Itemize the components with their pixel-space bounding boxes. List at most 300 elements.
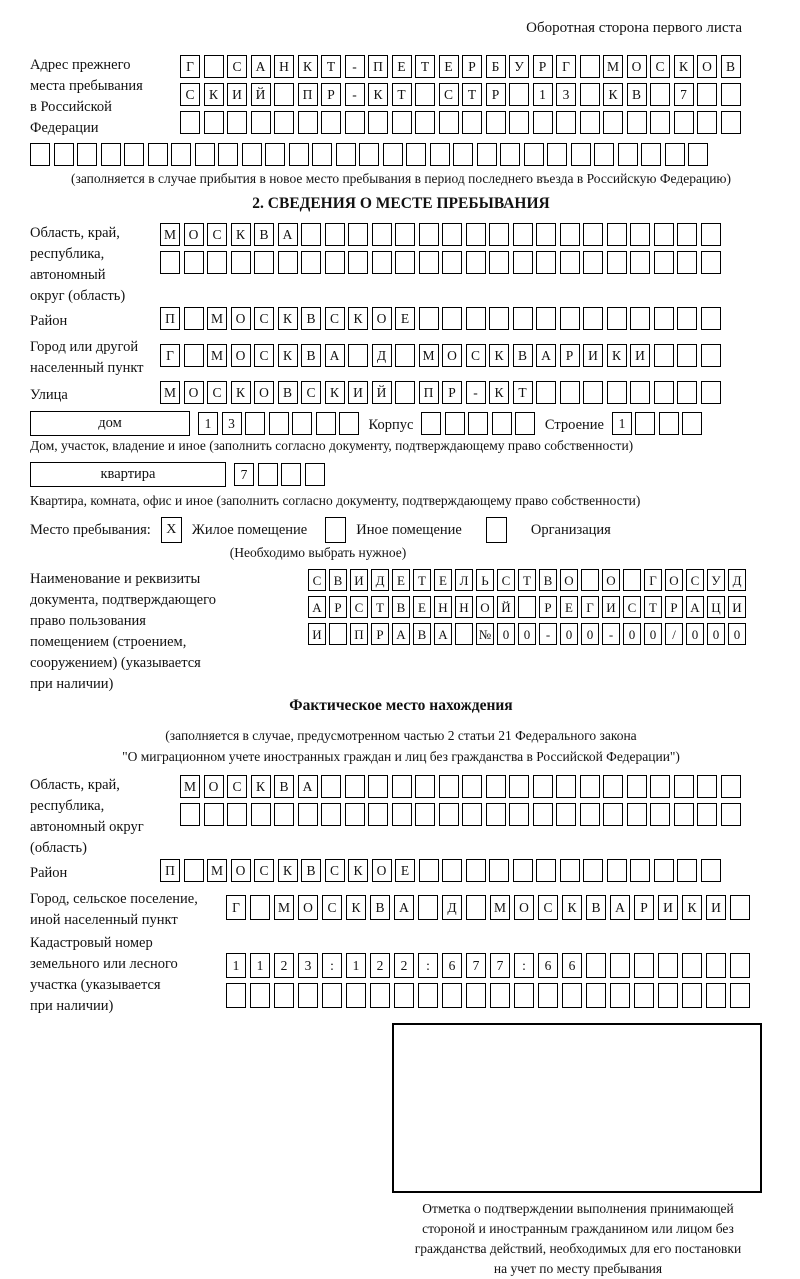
char-cell[interactable]: Р	[634, 895, 654, 920]
char-cell[interactable]	[562, 983, 582, 1008]
char-cell[interactable]	[654, 251, 674, 274]
char-cell[interactable]: В	[370, 895, 390, 920]
char-cell[interactable]: 0	[644, 623, 662, 645]
char-cell[interactable]	[442, 223, 462, 246]
char-cell[interactable]	[697, 803, 717, 826]
char-cell[interactable]: М	[490, 895, 510, 920]
char-cell[interactable]: О	[184, 223, 204, 246]
char-cell[interactable]	[466, 859, 486, 882]
char-cell[interactable]: О	[602, 569, 620, 591]
char-cell[interactable]	[630, 223, 650, 246]
char-cell[interactable]	[583, 223, 603, 246]
char-cell[interactable]: -	[602, 623, 620, 645]
char-cell[interactable]	[383, 143, 403, 166]
char-cell[interactable]	[345, 803, 365, 826]
char-cell[interactable]: :	[322, 953, 342, 978]
char-cell[interactable]	[677, 307, 697, 330]
char-cell[interactable]	[536, 307, 556, 330]
char-cell[interactable]	[415, 111, 435, 134]
char-cell[interactable]: М	[160, 223, 180, 246]
char-cell[interactable]: 2	[394, 953, 414, 978]
char-cell[interactable]: О	[560, 569, 578, 591]
char-cell[interactable]	[627, 775, 647, 798]
char-cell[interactable]	[603, 775, 623, 798]
char-cell[interactable]: В	[301, 307, 321, 330]
char-cell[interactable]	[682, 983, 702, 1008]
char-cell[interactable]: А	[325, 344, 345, 367]
char-cell[interactable]	[706, 983, 726, 1008]
char-cell[interactable]	[610, 983, 630, 1008]
char-cell[interactable]	[251, 803, 271, 826]
char-cell[interactable]	[462, 775, 482, 798]
char-cell[interactable]: 2	[274, 953, 294, 978]
char-cell[interactable]	[415, 83, 435, 106]
char-cell[interactable]: -	[466, 381, 486, 404]
char-cell[interactable]	[580, 83, 600, 106]
char-cell[interactable]	[721, 775, 741, 798]
char-cell[interactable]	[556, 775, 576, 798]
char-cell[interactable]	[148, 143, 168, 166]
char-cell[interactable]	[697, 83, 717, 106]
char-cell[interactable]	[466, 251, 486, 274]
char-cell[interactable]	[730, 953, 750, 978]
char-cell[interactable]: К	[278, 307, 298, 330]
char-cell[interactable]: У	[509, 55, 529, 78]
char-cell[interactable]: Т	[513, 381, 533, 404]
char-cell[interactable]: Е	[560, 596, 578, 618]
char-cell[interactable]: М	[160, 381, 180, 404]
char-cell[interactable]: Е	[395, 307, 415, 330]
char-cell[interactable]	[231, 251, 251, 274]
char-cell[interactable]	[524, 143, 544, 166]
char-cell[interactable]	[180, 111, 200, 134]
char-cell[interactable]: К	[489, 344, 509, 367]
char-cell[interactable]	[721, 111, 741, 134]
char-cell[interactable]	[370, 983, 390, 1008]
char-cell[interactable]	[305, 463, 325, 486]
char-cell[interactable]: В	[274, 775, 294, 798]
char-cell[interactable]: 0	[686, 623, 704, 645]
char-cell[interactable]: И	[350, 569, 368, 591]
char-cell[interactable]	[627, 803, 647, 826]
char-cell[interactable]	[486, 803, 506, 826]
char-cell[interactable]	[265, 143, 285, 166]
char-cell[interactable]: В	[627, 83, 647, 106]
char-cell[interactable]	[536, 223, 556, 246]
char-cell[interactable]	[533, 803, 553, 826]
char-cell[interactable]	[650, 803, 670, 826]
char-cell[interactable]: В	[539, 569, 557, 591]
char-cell[interactable]: О	[627, 55, 647, 78]
char-cell[interactable]: А	[610, 895, 630, 920]
char-cell[interactable]	[394, 983, 414, 1008]
char-cell[interactable]	[250, 895, 270, 920]
char-cell[interactable]	[346, 983, 366, 1008]
char-cell[interactable]: Т	[392, 83, 412, 106]
char-cell[interactable]	[419, 859, 439, 882]
char-cell[interactable]	[184, 344, 204, 367]
apartment-type-box[interactable]: квартира	[30, 462, 226, 487]
char-cell[interactable]: К	[346, 895, 366, 920]
char-cell[interactable]: О	[298, 895, 318, 920]
char-cell[interactable]	[514, 983, 534, 1008]
char-cell[interactable]: О	[231, 307, 251, 330]
char-cell[interactable]	[54, 143, 74, 166]
char-cell[interactable]: В	[721, 55, 741, 78]
char-cell[interactable]	[571, 143, 591, 166]
char-cell[interactable]	[580, 111, 600, 134]
char-cell[interactable]: К	[489, 381, 509, 404]
char-cell[interactable]: 0	[581, 623, 599, 645]
char-cell[interactable]	[359, 143, 379, 166]
char-cell[interactable]	[392, 803, 412, 826]
char-cell[interactable]	[418, 895, 438, 920]
char-cell[interactable]	[509, 803, 529, 826]
char-cell[interactable]: Н	[434, 596, 452, 618]
char-cell[interactable]	[445, 412, 465, 435]
char-cell[interactable]	[462, 803, 482, 826]
char-cell[interactable]: 7	[490, 953, 510, 978]
char-cell[interactable]	[513, 859, 533, 882]
char-cell[interactable]	[658, 953, 678, 978]
char-cell[interactable]: Ь	[476, 569, 494, 591]
char-cell[interactable]: Г	[160, 344, 180, 367]
char-cell[interactable]	[721, 83, 741, 106]
char-cell[interactable]: И	[583, 344, 603, 367]
char-cell[interactable]	[325, 223, 345, 246]
char-cell[interactable]	[547, 143, 567, 166]
char-cell[interactable]: Й	[251, 83, 271, 106]
char-cell[interactable]	[392, 111, 412, 134]
char-cell[interactable]: У	[707, 569, 725, 591]
char-cell[interactable]	[298, 983, 318, 1008]
char-cell[interactable]	[325, 251, 345, 274]
char-cell[interactable]	[421, 412, 441, 435]
char-cell[interactable]: С	[623, 596, 641, 618]
char-cell[interactable]	[242, 143, 262, 166]
char-cell[interactable]	[610, 953, 630, 978]
char-cell[interactable]: О	[442, 344, 462, 367]
char-cell[interactable]: Р	[462, 55, 482, 78]
char-cell[interactable]: С	[180, 83, 200, 106]
char-cell[interactable]: М	[207, 859, 227, 882]
char-cell[interactable]: С	[538, 895, 558, 920]
char-cell[interactable]	[312, 143, 332, 166]
char-cell[interactable]: 1	[533, 83, 553, 106]
char-cell[interactable]	[627, 111, 647, 134]
char-cell[interactable]: Т	[644, 596, 662, 618]
char-cell[interactable]: 3	[222, 412, 242, 435]
char-cell[interactable]	[250, 983, 270, 1008]
char-cell[interactable]: С	[322, 895, 342, 920]
char-cell[interactable]	[348, 251, 368, 274]
char-cell[interactable]	[281, 463, 301, 486]
char-cell[interactable]: П	[160, 307, 180, 330]
char-cell[interactable]	[466, 983, 486, 1008]
char-cell[interactable]: 7	[466, 953, 486, 978]
char-cell[interactable]: А	[434, 623, 452, 645]
char-cell[interactable]: 1	[226, 953, 246, 978]
char-cell[interactable]	[583, 381, 603, 404]
char-cell[interactable]: С	[227, 55, 247, 78]
char-cell[interactable]: О	[372, 859, 392, 882]
char-cell[interactable]: С	[207, 223, 227, 246]
char-cell[interactable]	[674, 111, 694, 134]
char-cell[interactable]: 7	[674, 83, 694, 106]
char-cell[interactable]	[418, 983, 438, 1008]
char-cell[interactable]	[486, 775, 506, 798]
char-cell[interactable]: С	[301, 381, 321, 404]
char-cell[interactable]: К	[204, 83, 224, 106]
char-cell[interactable]	[607, 251, 627, 274]
char-cell[interactable]: К	[278, 859, 298, 882]
char-cell[interactable]: Г	[581, 596, 599, 618]
char-cell[interactable]: 7	[234, 463, 254, 486]
char-cell[interactable]: Е	[413, 596, 431, 618]
char-cell[interactable]: 0	[560, 623, 578, 645]
char-cell[interactable]	[392, 775, 412, 798]
char-cell[interactable]	[701, 251, 721, 274]
char-cell[interactable]: Б	[486, 55, 506, 78]
char-cell[interactable]	[654, 381, 674, 404]
char-cell[interactable]: К	[603, 83, 623, 106]
char-cell[interactable]	[654, 859, 674, 882]
char-cell[interactable]: Г	[556, 55, 576, 78]
char-cell[interactable]: Т	[371, 596, 389, 618]
char-cell[interactable]	[477, 143, 497, 166]
char-cell[interactable]	[556, 803, 576, 826]
char-cell[interactable]	[348, 344, 368, 367]
char-cell[interactable]	[245, 412, 265, 435]
char-cell[interactable]	[466, 307, 486, 330]
char-cell[interactable]	[500, 143, 520, 166]
char-cell[interactable]	[603, 111, 623, 134]
stay-type-checkbox-inoe[interactable]	[325, 517, 346, 543]
char-cell[interactable]	[486, 111, 506, 134]
char-cell[interactable]: Й	[372, 381, 392, 404]
char-cell[interactable]: К	[674, 55, 694, 78]
char-cell[interactable]	[581, 569, 599, 591]
char-cell[interactable]	[462, 111, 482, 134]
char-cell[interactable]	[336, 143, 356, 166]
char-cell[interactable]: В	[513, 344, 533, 367]
char-cell[interactable]: А	[392, 623, 410, 645]
char-cell[interactable]	[701, 344, 721, 367]
char-cell[interactable]: В	[392, 596, 410, 618]
char-cell[interactable]	[345, 775, 365, 798]
char-cell[interactable]: А	[686, 596, 704, 618]
char-cell[interactable]: 0	[623, 623, 641, 645]
char-cell[interactable]: Т	[321, 55, 341, 78]
char-cell[interactable]: Н	[455, 596, 473, 618]
char-cell[interactable]: И	[227, 83, 247, 106]
char-cell[interactable]	[30, 143, 50, 166]
char-cell[interactable]	[580, 55, 600, 78]
char-cell[interactable]	[536, 251, 556, 274]
char-cell[interactable]: А	[536, 344, 556, 367]
char-cell[interactable]	[455, 623, 473, 645]
char-cell[interactable]	[630, 381, 650, 404]
char-cell[interactable]	[415, 803, 435, 826]
char-cell[interactable]: 1	[612, 412, 632, 435]
char-cell[interactable]	[489, 859, 509, 882]
char-cell[interactable]	[560, 859, 580, 882]
char-cell[interactable]	[419, 251, 439, 274]
char-cell[interactable]	[430, 143, 450, 166]
char-cell[interactable]	[395, 381, 415, 404]
char-cell[interactable]	[556, 111, 576, 134]
char-cell[interactable]: С	[227, 775, 247, 798]
char-cell[interactable]: Р	[329, 596, 347, 618]
char-cell[interactable]: К	[368, 83, 388, 106]
char-cell[interactable]	[654, 307, 674, 330]
char-cell[interactable]	[453, 143, 473, 166]
char-cell[interactable]	[658, 983, 678, 1008]
char-cell[interactable]	[321, 803, 341, 826]
char-cell[interactable]: А	[394, 895, 414, 920]
char-cell[interactable]	[204, 111, 224, 134]
char-cell[interactable]: Р	[321, 83, 341, 106]
char-cell[interactable]	[536, 381, 556, 404]
char-cell[interactable]	[298, 803, 318, 826]
char-cell[interactable]: К	[562, 895, 582, 920]
char-cell[interactable]: С	[254, 859, 274, 882]
char-cell[interactable]	[269, 412, 289, 435]
char-cell[interactable]: О	[476, 596, 494, 618]
char-cell[interactable]: В	[329, 569, 347, 591]
char-cell[interactable]: С	[254, 344, 274, 367]
char-cell[interactable]: 0	[497, 623, 515, 645]
char-cell[interactable]: А	[298, 775, 318, 798]
char-cell[interactable]: В	[278, 381, 298, 404]
char-cell[interactable]: :	[418, 953, 438, 978]
char-cell[interactable]	[618, 143, 638, 166]
char-cell[interactable]	[677, 223, 697, 246]
char-cell[interactable]	[580, 775, 600, 798]
char-cell[interactable]	[171, 143, 191, 166]
char-cell[interactable]: Е	[392, 55, 412, 78]
char-cell[interactable]	[730, 895, 750, 920]
char-cell[interactable]: О	[184, 381, 204, 404]
char-cell[interactable]: С	[325, 307, 345, 330]
char-cell[interactable]	[583, 307, 603, 330]
char-cell[interactable]: К	[607, 344, 627, 367]
char-cell[interactable]: С	[439, 83, 459, 106]
char-cell[interactable]: М	[207, 307, 227, 330]
char-cell[interactable]	[468, 412, 488, 435]
char-cell[interactable]	[634, 983, 654, 1008]
char-cell[interactable]	[580, 803, 600, 826]
char-cell[interactable]: Е	[395, 859, 415, 882]
char-cell[interactable]: К	[325, 381, 345, 404]
char-cell[interactable]	[721, 803, 741, 826]
char-cell[interactable]: М	[603, 55, 623, 78]
char-cell[interactable]	[677, 381, 697, 404]
char-cell[interactable]: О	[372, 307, 392, 330]
char-cell[interactable]: И	[706, 895, 726, 920]
char-cell[interactable]: 1	[250, 953, 270, 978]
char-cell[interactable]: О	[231, 344, 251, 367]
char-cell[interactable]	[274, 111, 294, 134]
char-cell[interactable]	[513, 251, 533, 274]
char-cell[interactable]: Е	[439, 55, 459, 78]
char-cell[interactable]	[634, 953, 654, 978]
char-cell[interactable]	[650, 83, 670, 106]
char-cell[interactable]: Р	[371, 623, 389, 645]
char-cell[interactable]: П	[160, 859, 180, 882]
char-cell[interactable]	[439, 775, 459, 798]
char-cell[interactable]	[419, 307, 439, 330]
char-cell[interactable]	[697, 775, 717, 798]
char-cell[interactable]	[677, 859, 697, 882]
char-cell[interactable]	[607, 381, 627, 404]
char-cell[interactable]	[635, 412, 655, 435]
char-cell[interactable]: В	[254, 223, 274, 246]
char-cell[interactable]	[489, 223, 509, 246]
char-cell[interactable]	[536, 859, 556, 882]
char-cell[interactable]: В	[301, 859, 321, 882]
char-cell[interactable]: С	[350, 596, 368, 618]
char-cell[interactable]: П	[419, 381, 439, 404]
char-cell[interactable]: К	[231, 381, 251, 404]
char-cell[interactable]	[706, 953, 726, 978]
char-cell[interactable]	[442, 859, 462, 882]
char-cell[interactable]	[533, 111, 553, 134]
char-cell[interactable]	[184, 251, 204, 274]
char-cell[interactable]: Т	[518, 569, 536, 591]
char-cell[interactable]	[513, 223, 533, 246]
char-cell[interactable]	[316, 412, 336, 435]
char-cell[interactable]	[682, 412, 702, 435]
char-cell[interactable]	[180, 803, 200, 826]
char-cell[interactable]	[368, 803, 388, 826]
char-cell[interactable]: Л	[455, 569, 473, 591]
char-cell[interactable]	[321, 775, 341, 798]
char-cell[interactable]	[492, 412, 512, 435]
char-cell[interactable]	[368, 111, 388, 134]
char-cell[interactable]: К	[348, 307, 368, 330]
stay-type-checkbox-org[interactable]	[486, 517, 507, 543]
char-cell[interactable]	[518, 596, 536, 618]
char-cell[interactable]: Й	[497, 596, 515, 618]
char-cell[interactable]	[654, 344, 674, 367]
char-cell[interactable]	[677, 251, 697, 274]
char-cell[interactable]	[607, 307, 627, 330]
char-cell[interactable]	[674, 803, 694, 826]
char-cell[interactable]	[489, 307, 509, 330]
char-cell[interactable]: К	[231, 223, 251, 246]
char-cell[interactable]: /	[665, 623, 683, 645]
char-cell[interactable]: Д	[728, 569, 746, 591]
char-cell[interactable]: С	[254, 307, 274, 330]
char-cell[interactable]	[368, 775, 388, 798]
char-cell[interactable]	[195, 143, 215, 166]
char-cell[interactable]: Т	[415, 55, 435, 78]
char-cell[interactable]: 6	[562, 953, 582, 978]
char-cell[interactable]	[509, 111, 529, 134]
char-cell[interactable]: А	[278, 223, 298, 246]
char-cell[interactable]: К	[682, 895, 702, 920]
char-cell[interactable]: 2	[370, 953, 390, 978]
char-cell[interactable]: 1	[346, 953, 366, 978]
char-cell[interactable]	[607, 223, 627, 246]
char-cell[interactable]	[77, 143, 97, 166]
char-cell[interactable]: 3	[298, 953, 318, 978]
char-cell[interactable]	[329, 623, 347, 645]
char-cell[interactable]	[274, 83, 294, 106]
char-cell[interactable]: В	[586, 895, 606, 920]
char-cell[interactable]	[251, 111, 271, 134]
